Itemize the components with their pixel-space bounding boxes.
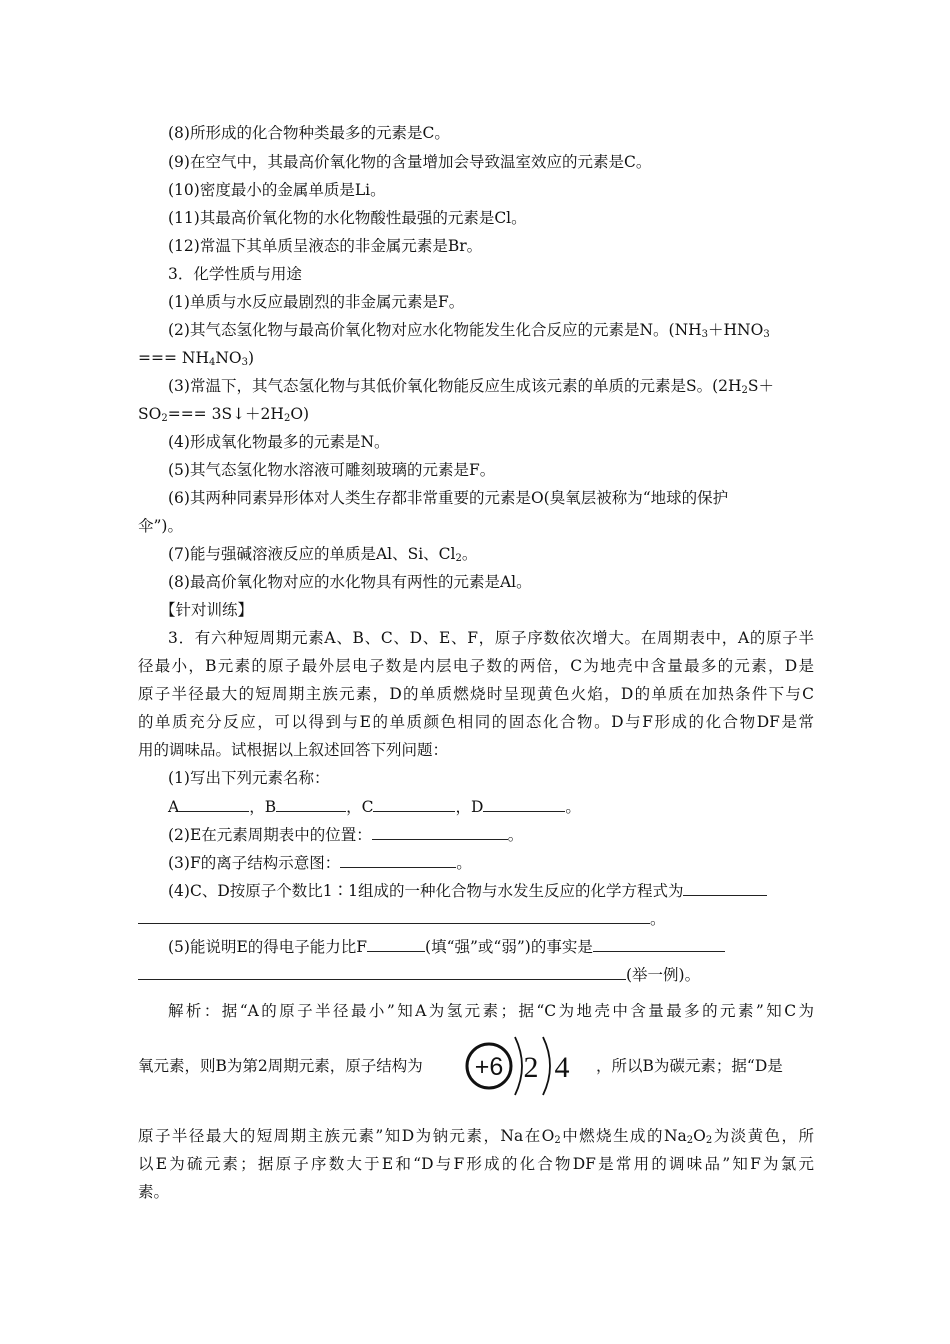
fact-11: (11)其最高价氧化物的水化物酸性最强的元素是Cl。 — [168, 209, 527, 227]
answer-blank-d[interactable] — [483, 797, 565, 812]
answer-blank-strong-weak[interactable] — [367, 937, 425, 952]
electron-shell-arc-1 — [515, 1037, 522, 1095]
answer-blank-f-ion[interactable] — [340, 853, 456, 868]
chem-item-2-cont: === $NH_4NO_3$) — [138, 349, 255, 368]
shell-2-count: 4 — [554, 1051, 570, 1084]
fact-9: (9)在空气中，其最高价氧化物的含量增加会导致温室效应的元素是C。 — [168, 153, 652, 171]
question-line: 用的调味品。试根据以上叙述回答下列问题： — [138, 741, 449, 759]
part-4: (4)C、D按原子个数比1∶1组成的一种化合物与水发生反应的化学方程式为 — [168, 881, 767, 901]
chem-item-8: (8)最高价氧化物对应的水化物具有两性的元素是Al。 — [168, 573, 532, 591]
answer-blank-c[interactable] — [373, 797, 455, 812]
chem-item-5: (5)其气态氢化物水溶液可雕刻玻璃的元素是F。 — [168, 461, 496, 479]
chem-item-2: (2)其气态氢化物与最高价氧化物对应水化物能发生化合反应的元素是N。($NH_3+HNO_3$ — [168, 321, 770, 340]
answer-blank-fact-cont[interactable] — [138, 965, 626, 980]
analysis-line-4: 以E为硫元素；据原子序数大于E和“D与F形成的化合物DF是常用的调味品”知F为氯元 — [138, 1155, 814, 1173]
analysis-line-2b: ，所以B为碳元素；据“D是 — [596, 1057, 783, 1075]
shell-1-count: 2 — [523, 1051, 539, 1084]
fact-12: (12)常温下其单质呈液态的非金属元素是Br。 — [168, 237, 483, 255]
part-1: (1)写出下列元素名称： — [168, 769, 330, 787]
answer-blank-b[interactable] — [276, 797, 346, 812]
answer-blank-a[interactable] — [179, 797, 249, 812]
question-line: 3．有六种短周期元素A、B、C、D、E、F，原子序数依次增大。在周期表中，A的原子半 — [168, 629, 814, 647]
atomic-structure-diagram — [465, 1031, 583, 1101]
part-3: (3)F的离子结构示意图： 。 — [168, 854, 472, 872]
answer-blank-equation[interactable] — [683, 881, 767, 896]
question-line: 径最小，B元素的原子最外层电子数是内层电子数的两倍，C为地壳中含量最多的元素，D是 — [138, 657, 814, 675]
answer-blank-e-position[interactable] — [372, 825, 508, 840]
fact-10: (10)密度最小的金属单质是Li。 — [168, 181, 386, 199]
chem-item-6: (6)其两种同素异形体对人类生存都非常重要的元素是O(臭氧层被称为“地球的保护 — [168, 489, 729, 507]
chem-item-3: (3)常温下，其气态氢化物与其低价氧化物能反应生成该元素的单质的元素是S。($2H_2S+$ — [168, 377, 775, 396]
chem-item-6-cont: 伞”)。 — [138, 517, 183, 535]
analysis-line-5: 素。 — [138, 1183, 170, 1201]
analysis-line-2a: 氧元素，则B为第2周期元素，原子结构为 — [138, 1057, 423, 1075]
part-4-cont: 。 — [138, 909, 666, 929]
training-heading: 【针对训练】 — [160, 601, 254, 619]
section-heading: 3．化学性质与用途 — [168, 265, 302, 283]
part-1-answers: A ，B ，C ，D 。 — [168, 798, 581, 816]
chem-item-3-cont: $SO_2===$ $3S↓+2H_2O$) — [138, 405, 310, 424]
analysis-line-3: 原子半径最大的短周期主族元素”知D为钠元素，Na在$O_2$中燃烧生成的$Na_2O_2$为淡黄色，所 — [138, 1127, 814, 1146]
part-5: (5)能说明E的得电子能力比F (填“强”或“弱”)的事实是 — [168, 937, 725, 957]
analysis-line-1: 解析：据“A的原子半径最小”知A为氢元素；据“C为地壳中含量最多的元素”知C为 — [168, 1002, 814, 1020]
answer-blank-fact[interactable] — [593, 937, 725, 952]
chem-item-4: (4)形成氧化物最多的元素是N。 — [168, 433, 390, 451]
answer-blank-equation-cont[interactable] — [138, 909, 650, 924]
question-line: 原子半径最大的短周期主族元素，D的单质燃烧时呈现黄色火焰，D的单质在加热条件下与C — [138, 685, 814, 703]
nucleus-charge: +6 — [474, 1053, 504, 1081]
part-2: (2)E在元素周期表中的位置： 。 — [168, 826, 524, 844]
chem-item-7: (7)能与强碱溶液反应的单质是Al、Si、$Cl_2$。 — [168, 545, 478, 564]
part-5-cont: (举一例)。 — [138, 965, 700, 985]
chem-item-1: (1)单质与水反应最剧烈的非金属元素是F。 — [168, 293, 465, 311]
fact-8: (8)所形成的化合物种类最多的元素是C。 — [168, 124, 450, 142]
electron-shell-arc-2 — [543, 1037, 550, 1095]
question-line: 的单质充分反应，可以得到与E的单质颜色相同的固态化合物。D与F形成的化合物DF是常 — [138, 713, 814, 731]
